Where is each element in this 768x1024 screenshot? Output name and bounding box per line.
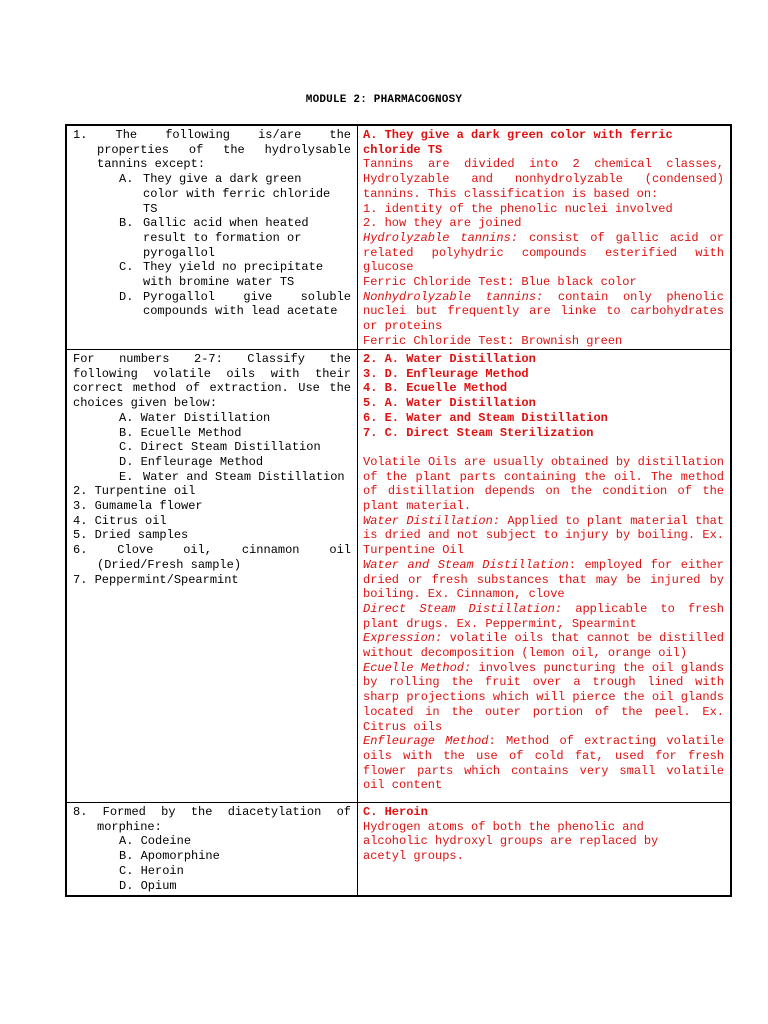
- choice-text: Codeine: [140, 834, 192, 849]
- choice-text: They give a dark green: [143, 172, 302, 187]
- choice-text: pyrogallol: [143, 245, 216, 260]
- item-3: 3. Gumamela flower: [73, 499, 203, 514]
- question-stem-line: 1. The following is/are the: [73, 128, 351, 142]
- choice-letter: C.: [119, 260, 134, 275]
- choice-letter: D.: [119, 454, 134, 469]
- choice-letter: D.: [119, 289, 134, 304]
- choice-a: [73, 834, 351, 849]
- choice-text: Gallic acid when heated: [143, 216, 309, 231]
- choice-letter: E.: [119, 469, 134, 484]
- answer-1: [363, 128, 724, 349]
- answer-key: chloride TS: [363, 142, 443, 157]
- qa-table: [65, 124, 732, 897]
- method-text: involves puncturing the oil glands by rolling the fruit over a trough lined with sharp projections which will pierce the oil glands located in the outer portion of the peel. Ex. Citrus oils: [363, 660, 724, 734]
- answer-8: [363, 805, 724, 864]
- answer-line: tannins. This classification is based on:: [363, 186, 659, 201]
- answer-key: 2. A. Water Distillation: [363, 352, 536, 366]
- answer-line: Tannins are divided into 2 chemical classes,: [363, 157, 724, 172]
- answer-key: 4. B. Ecuelle Method: [363, 381, 508, 396]
- choice-b: [73, 426, 351, 441]
- item-2: 2. Turpentine oil: [73, 484, 196, 499]
- volatile-oils-intro: Volatile Oils are usually obtained by distillation of the plant parts containing the oil. The method of distillation depends on the condition of the plant material.: [363, 454, 724, 514]
- choice-text: Pyrogallol give soluble: [143, 289, 351, 304]
- choice-c: [73, 864, 351, 879]
- choice-text: TS: [143, 201, 158, 216]
- choice-c: [73, 260, 351, 289]
- method-text: Applied to plant material that is dried and not subject to injury by boiling. Ex. Turpentine Oil: [363, 513, 724, 558]
- method-text: volatile oils that cannot be distilled without decomposition (lemon oil, orange oil): [363, 631, 724, 661]
- choice-text: Heroin: [140, 863, 184, 878]
- term-text: consist of gallic acid or related polyhydric compounds esterified with glucose: [363, 230, 724, 275]
- choice-letter: B.: [119, 425, 134, 440]
- question-1: [73, 128, 351, 319]
- method-text: : Method of extracting volatile oils with the use of cold fat, used for fresh flower parts which contains very small volatile oil content: [363, 734, 724, 793]
- choice-letter: A.: [119, 834, 134, 849]
- choice-text: Enfleurage Method: [140, 454, 264, 469]
- method-note: [363, 661, 724, 735]
- answer-key: C. Heroin: [363, 805, 428, 819]
- answer-key: 7. C. Direct Steam Sterilization: [363, 425, 594, 440]
- row-divider-2: [67, 802, 730, 803]
- choice-c: [73, 440, 351, 455]
- choice-text: color with ferric chloride: [143, 186, 331, 201]
- choice-d: [73, 455, 351, 470]
- choice-text: Water Distillation: [140, 410, 271, 425]
- choice-text: result to formation or: [143, 230, 302, 245]
- method-label: Direct Steam Distillation:: [363, 601, 563, 616]
- question-stem: For numbers 2-7: Classify the following volatile oils with their correct method of extraction. Use the choices given below:: [73, 352, 351, 411]
- method-label: Water Distillation:: [363, 513, 500, 528]
- choice-text: Ecuelle Method: [140, 425, 242, 440]
- answer-key: 5. A. Water Distillation: [363, 396, 536, 411]
- choice-b: [73, 849, 351, 864]
- choice-letter: C.: [119, 863, 134, 878]
- question-2-7: [73, 352, 351, 587]
- method-note: [363, 514, 724, 558]
- choice-letter: D.: [119, 878, 134, 893]
- answer-line: Ferric Chloride Test: Brownish green: [363, 333, 623, 348]
- choice-text: compounds with lead acetate: [143, 304, 338, 319]
- item-5: 5. Dried samples: [73, 528, 189, 543]
- choice-text: with bromine water TS: [143, 275, 295, 290]
- method-label: Ecuelle Method:: [363, 660, 472, 675]
- choice-letter: B.: [119, 216, 134, 231]
- choice-d: [73, 290, 351, 319]
- choice-letter: A.: [119, 172, 134, 187]
- answer-line: Hydrolyzable and nonhydrolyzable (condensed): [363, 172, 724, 187]
- method-label: Water and Steam Distillation: [363, 557, 569, 572]
- method-note: [363, 734, 724, 793]
- choice-e: [73, 470, 351, 485]
- item-7: 7. Peppermint/Spearmint: [73, 572, 239, 587]
- choice-text: They yield no precipitate: [143, 260, 324, 275]
- method-note: [363, 602, 724, 631]
- spacer: [363, 440, 724, 455]
- item-6: 6. Clove oil, cinnamon oil (Dried/Fresh sample): [73, 543, 351, 572]
- question-stem-line: 8. Formed by the diacetylation of: [73, 805, 351, 819]
- answer-2-7: [363, 352, 724, 793]
- column-divider: [357, 126, 358, 895]
- choice-b: [73, 216, 351, 260]
- answer-key: A. They give a dark green color with ferric: [363, 128, 673, 142]
- answer-line: 1. identity of the phenolic nuclei involved: [363, 201, 673, 216]
- answer-line: 2. how they are joined: [363, 216, 522, 231]
- answer-key: 3. D. Enfleurage Method: [363, 366, 529, 381]
- choice-text: Water and Steam Distillation: [143, 469, 345, 484]
- method-text: applicable to fresh plant drugs. Ex. Peppermint, Spearmint: [363, 601, 724, 631]
- choice-letter: C.: [119, 440, 134, 455]
- method-text: : employed for either dried or fresh substances that may be injured by boiling. Ex. Cinnamon, clove: [363, 557, 724, 602]
- answer-line: Ferric Chloride Test: Blue black color: [363, 275, 637, 290]
- method-note: [363, 631, 724, 660]
- question-8: [73, 805, 351, 893]
- term-label: Nonhydrolyzable tannins:: [363, 289, 544, 304]
- choice-letter: B.: [119, 849, 134, 864]
- row-divider-1: [67, 349, 730, 350]
- term-text: contain only phenolic nuclei but frequently are linke to carbohydrates or proteins: [363, 289, 724, 334]
- item-4: 4. Citrus oil: [73, 513, 167, 528]
- question-stem-line: properties of the hydrolysable: [97, 142, 351, 157]
- choice-text: Direct Steam Distillation: [140, 440, 321, 455]
- question-stem-line: morphine:: [97, 819, 162, 834]
- page-title: MODULE 2: PHARMACOGNOSY: [305, 94, 463, 106]
- choice-d: [73, 879, 351, 894]
- choice-text: Opium: [140, 878, 177, 893]
- choice-a: [73, 172, 351, 216]
- answer-explanation: Hydrogen atoms of both the phenolic and alcoholic hydroxyl groups are replaced by acetyl groups.: [363, 819, 659, 864]
- choice-letter: A.: [119, 410, 134, 425]
- method-label: Enfleurage Method: [363, 734, 489, 749]
- nonhydrolyzable-note: [363, 290, 724, 334]
- hydrolyzable-note: [363, 231, 724, 275]
- method-label: Expression:: [363, 631, 443, 646]
- term-label: Hydrolyzable tannins:: [363, 230, 518, 245]
- method-note: [363, 558, 724, 602]
- choice-text: Apomorphine: [140, 849, 220, 864]
- choice-a: [73, 411, 351, 426]
- answer-key: 6. E. Water and Steam Distillation: [363, 410, 608, 425]
- question-stem-line: tannins except:: [97, 157, 206, 172]
